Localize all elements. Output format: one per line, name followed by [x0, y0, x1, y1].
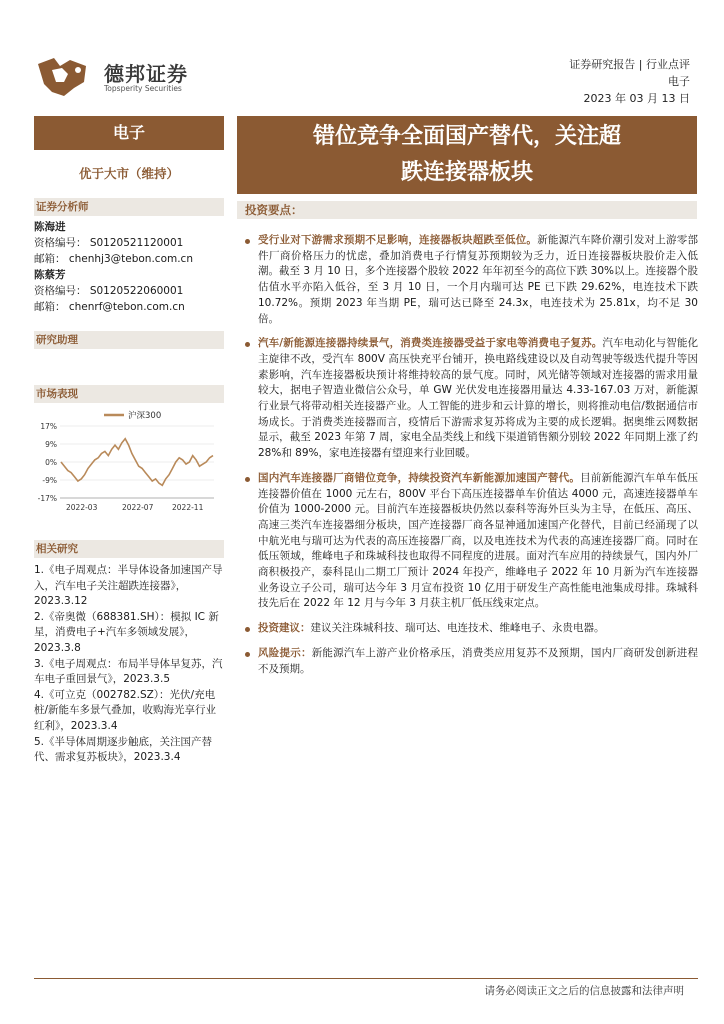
bullet-item [240, 471, 698, 612]
report-title-line2: 跌连接器板块 [400, 160, 533, 185]
bullet-item [240, 336, 698, 462]
related-heading: 相关研究 [34, 540, 224, 558]
related-list [34, 563, 224, 766]
report-title-line1: 错位竞争全面国产替代，关注超 [312, 124, 621, 149]
analyst-cert: 资格编号： S0120521120001 [34, 237, 184, 249]
bullet-text: 新能源汽车降价潮引发对上游零部件厂商价格压力的忧虑，叠加消费电子行情复苏预期较为乏力，近日连接器板块股价走入低潮。截至 3 月 10 日，多个连接器个股较 2022 年年初至今的高位下跌 30%以上。连接器个股估值水平亦陷入低谷，至 3 月 10 日，一个月内瑞可达 PE 已下跌 29.62%，电连技术下跌 10.72%。预期 2023 年当期 PE，瑞可达已降至 24.3x，电连技术为 25.81x，均不足 30 倍。 [258, 234, 699, 325]
bullet-lead: 投资建议： [258, 622, 311, 635]
related-item[interactable]: 5.《半导体周期逐步触底，关注国产替代、需求复苏板块》，2023.3.4 [34, 735, 213, 764]
analyst-email[interactable]: 邮箱： chenhj3@tebon.com.cn [34, 253, 193, 265]
y-tick-label: -17% [37, 494, 57, 503]
header-sector: 电子 [668, 75, 690, 88]
y-tick-label: 9% [45, 440, 57, 449]
bullet-text: 新能源汽车上游产业价格承压，消费类应用复苏不及预期，国内厂商研发创新进程不及预期。 [258, 646, 698, 675]
bullet-lead: 国内汽车连接器厂商错位竞争，持续投资汽车新能源加速国产替代。 [258, 471, 581, 484]
bullet-lead: 风险提示： [258, 646, 312, 659]
bullet-text: 建议关注珠城科技、瑞可达、电连技术、维峰电子、永贵电器。 [310, 622, 605, 635]
rating: 优于大市（维持） [78, 166, 179, 181]
analyst-heading: 证券分析师 [34, 198, 224, 216]
bullet-item [240, 621, 698, 637]
report-title [237, 116, 697, 194]
bullet-lead: 汽车/新能源连接器持续景气，消费类连接器受益于家电等消费电子复苏。 [258, 337, 603, 350]
sector-label: 电子 [34, 116, 224, 150]
analyst-name: 陈海进 [34, 221, 66, 233]
tebon-logo-icon [34, 54, 92, 100]
bullet-dot-icon [245, 477, 250, 482]
x-tick-label: 2022-11 [172, 503, 204, 512]
related-item[interactable]: 4.《可立克（002782.SZ）：光伏/充电桩/新能车多景气叠加，收购海光享行业红利》，2023.3.4 [34, 688, 217, 732]
report-type: 证券研究报告 | 行业点评 [569, 58, 690, 71]
y-tick-label: -9% [42, 476, 57, 485]
brand-english: Topsperity Securities [104, 84, 182, 93]
report-date: 2023 年 03 月 13 日 [583, 92, 690, 105]
x-tick-label: 2022-07 [122, 503, 154, 512]
y-tick-label: 17% [40, 422, 57, 431]
legend-label: 沪深300 [128, 411, 162, 421]
footer-disclaimer: 请务必阅读正文之后的信息披露和法律声明 [484, 985, 684, 997]
bullet-item [240, 646, 698, 677]
analyst-name: 陈蔡芳 [34, 269, 66, 281]
assistant-heading: 研究助理 [34, 331, 224, 349]
key-points-heading: 投资要点： [237, 201, 697, 219]
related-item[interactable]: 1.《电子周观点：半导体设备加速国产导入，汽车电子关注超跌连接器》，2023.3.12 [34, 564, 223, 608]
market-heading: 市场表现 [34, 385, 224, 403]
bullet-text: 目前新能源汽车单车低压连接器价值在 1000 元左右，800V 平台下高压连接器单车价值达 4000 元，高速连接器单车价值为 1000-2000 元。目前汽车连接器板块仍然以泰科等海外巨头为主导，在低压、高压、高速三类汽车连接器细分板块，国产连接器厂商各显神通加速国产化替代，目前已经涌现了以中航光电与瑞可达为代表的高压连接器厂商，以及电连技术为代表的高速连接器厂商。同时在低压领域，维峰电子和珠城科技也取得不同程度的进展。面对汽车应用的持续景气，国内外厂商积极投产，泰科昆山二期工厂预计 2024 年投产，维峰电子 2022 年 10 月新为汽车连接器业务设立子公司，瑞可达今年 3 月宣布投资 10 亿用于研发生产高性能电池集成母排。珠城科技先后在 2022 年 12 月与今年 3 月获主机厂低压线束定点。 [258, 471, 698, 610]
bullet-lead: 受行业对下游需求预期不足影响，连接器板块超跌至低位。 [258, 234, 538, 246]
key-points [240, 233, 698, 686]
bullet-dot-icon [245, 652, 250, 657]
brand-name: 德邦证券 [104, 62, 188, 86]
analyst-cert: 资格编号： S0120522060001 [34, 285, 184, 297]
footer-divider [34, 978, 698, 979]
bullet-dot-icon [245, 342, 250, 347]
bullet-text: 汽车电动化与智能化主旋律不改，受汽车 800V 高压快充平台铺开，换电路线建设以及自动驾驶等级迭代提升等因素影响，汽车连接器板块预计将维持较高的景气度。同时，风光储等领域对连接器的需求用量较大，据电子智造业微信公众号，单 GW 光伏发电连接器用量达 4.33-167.03 万对，新能源行业景气将带动相关连接器产业。人工智能的进步和云计算的增长，则将推动电信/数据通信市场成长。于消费类连接器而言，疫情后下游需求复苏将成为主要的成长逻辑。据奥维云网数据显示，截至 2023 年第 7 周，家电全品类线上和线下渠道销售额分别较 2022 年同期上涨了约 28%和 89%，家电连接器有望迎来行业回暖。 [258, 337, 698, 460]
bullet-dot-icon [245, 627, 250, 632]
bullet-item [240, 233, 698, 327]
y-tick-label: 0% [45, 458, 57, 467]
bullet-dot-icon [245, 239, 250, 244]
analyst-block [34, 219, 224, 315]
related-item[interactable]: 3.《电子周观点：布局半导体早复苏，汽车电子重回景气》，2023.3.5 [34, 657, 223, 686]
related-item[interactable]: 2.《帝奥微（688381.SH）：模拟 IC 新星，消费电子+汽车多领域发展》，2023.3.8 [34, 610, 219, 654]
market-chart [34, 406, 224, 516]
analyst-email[interactable]: 邮箱： chenrf@tebon.com.cn [34, 301, 185, 313]
x-tick-label: 2022-03 [66, 503, 98, 512]
